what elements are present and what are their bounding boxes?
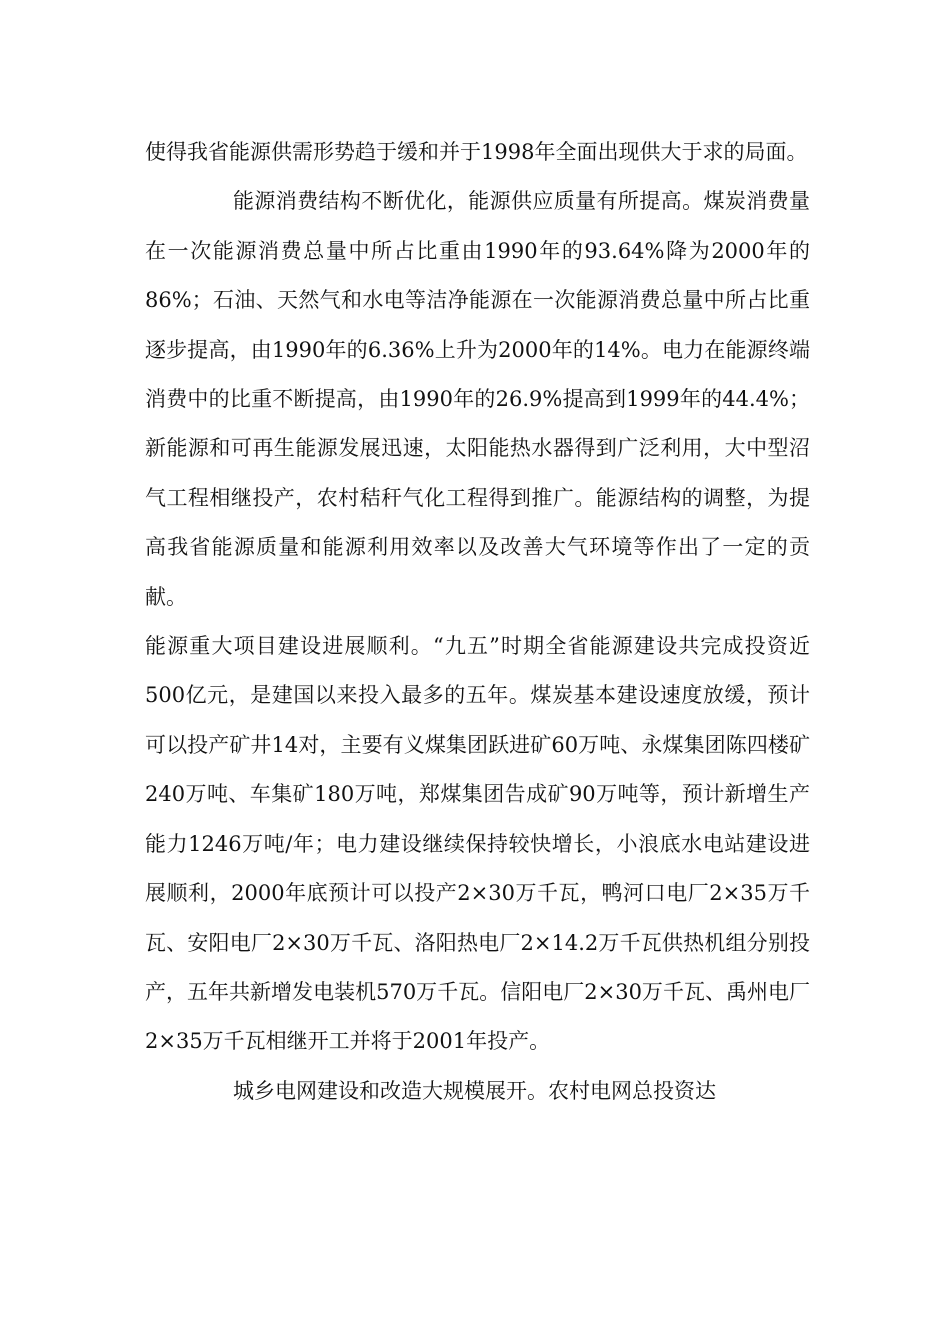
document-body bbox=[145, 128, 810, 1116]
paragraph-major-projects: 能源重大项目建设进展顺利。“九五”时期全省能源建设共完成投资近500亿元，是建国以来投入最多的五年。煤炭基本建设速度放缓，预计可以投产矿井14对，主要有义煤集团跃进矿60万吨、永煤集团陈四楼矿240万吨、车集矿180万吨，郑煤集团告成矿90万吨等，预计新增生产能力1246万吨/年；电力建设继续保持较快增长，小浪底水电站建设进展顺利，2000年底预计可以投产2×30万千瓦，鸭河口电厂2×35万千瓦、安阳电厂2×30万千瓦、洛阳热电厂2×14.2万千瓦供热机组分别投产，五年共新增发电装机570万千瓦。信阳电厂2×30万千瓦、禹州电厂2×35万千瓦相继开工并将于2001年投产。 bbox=[145, 634, 810, 1054]
paragraph-consumption-structure: 能源消费结构不断优化，能源供应质量有所提高。煤炭消费量在一次能源消费总量中所占比重由1990年的93.64%降为2000年的86%；石油、天然气和水电等洁净能源在一次能源消费总量中所占比重逐步提高，由1990年的6.36%上升为2000年的14%。电力在能源终端消费中的比重不断提高，由1990年的26.9%提高到1999年的44.4%；新能源和可再生能源发展迅速，太阳能热水器得到广泛利用，大中型沼气工程相继投产，农村秸秆气化工程得到推广。能源结构的调整，为提高我省能源质量和能源利用效率以及改善大气环境等作出了一定的贡献。 bbox=[145, 189, 810, 609]
paragraph-power-grid: 城乡电网建设和改造大规模展开。农村电网总投资达 bbox=[233, 1078, 716, 1103]
paragraph-energy-supply: 使得我省能源供需形势趋于缓和并于1998年全面出现供大于求的局面。 bbox=[145, 140, 808, 164]
